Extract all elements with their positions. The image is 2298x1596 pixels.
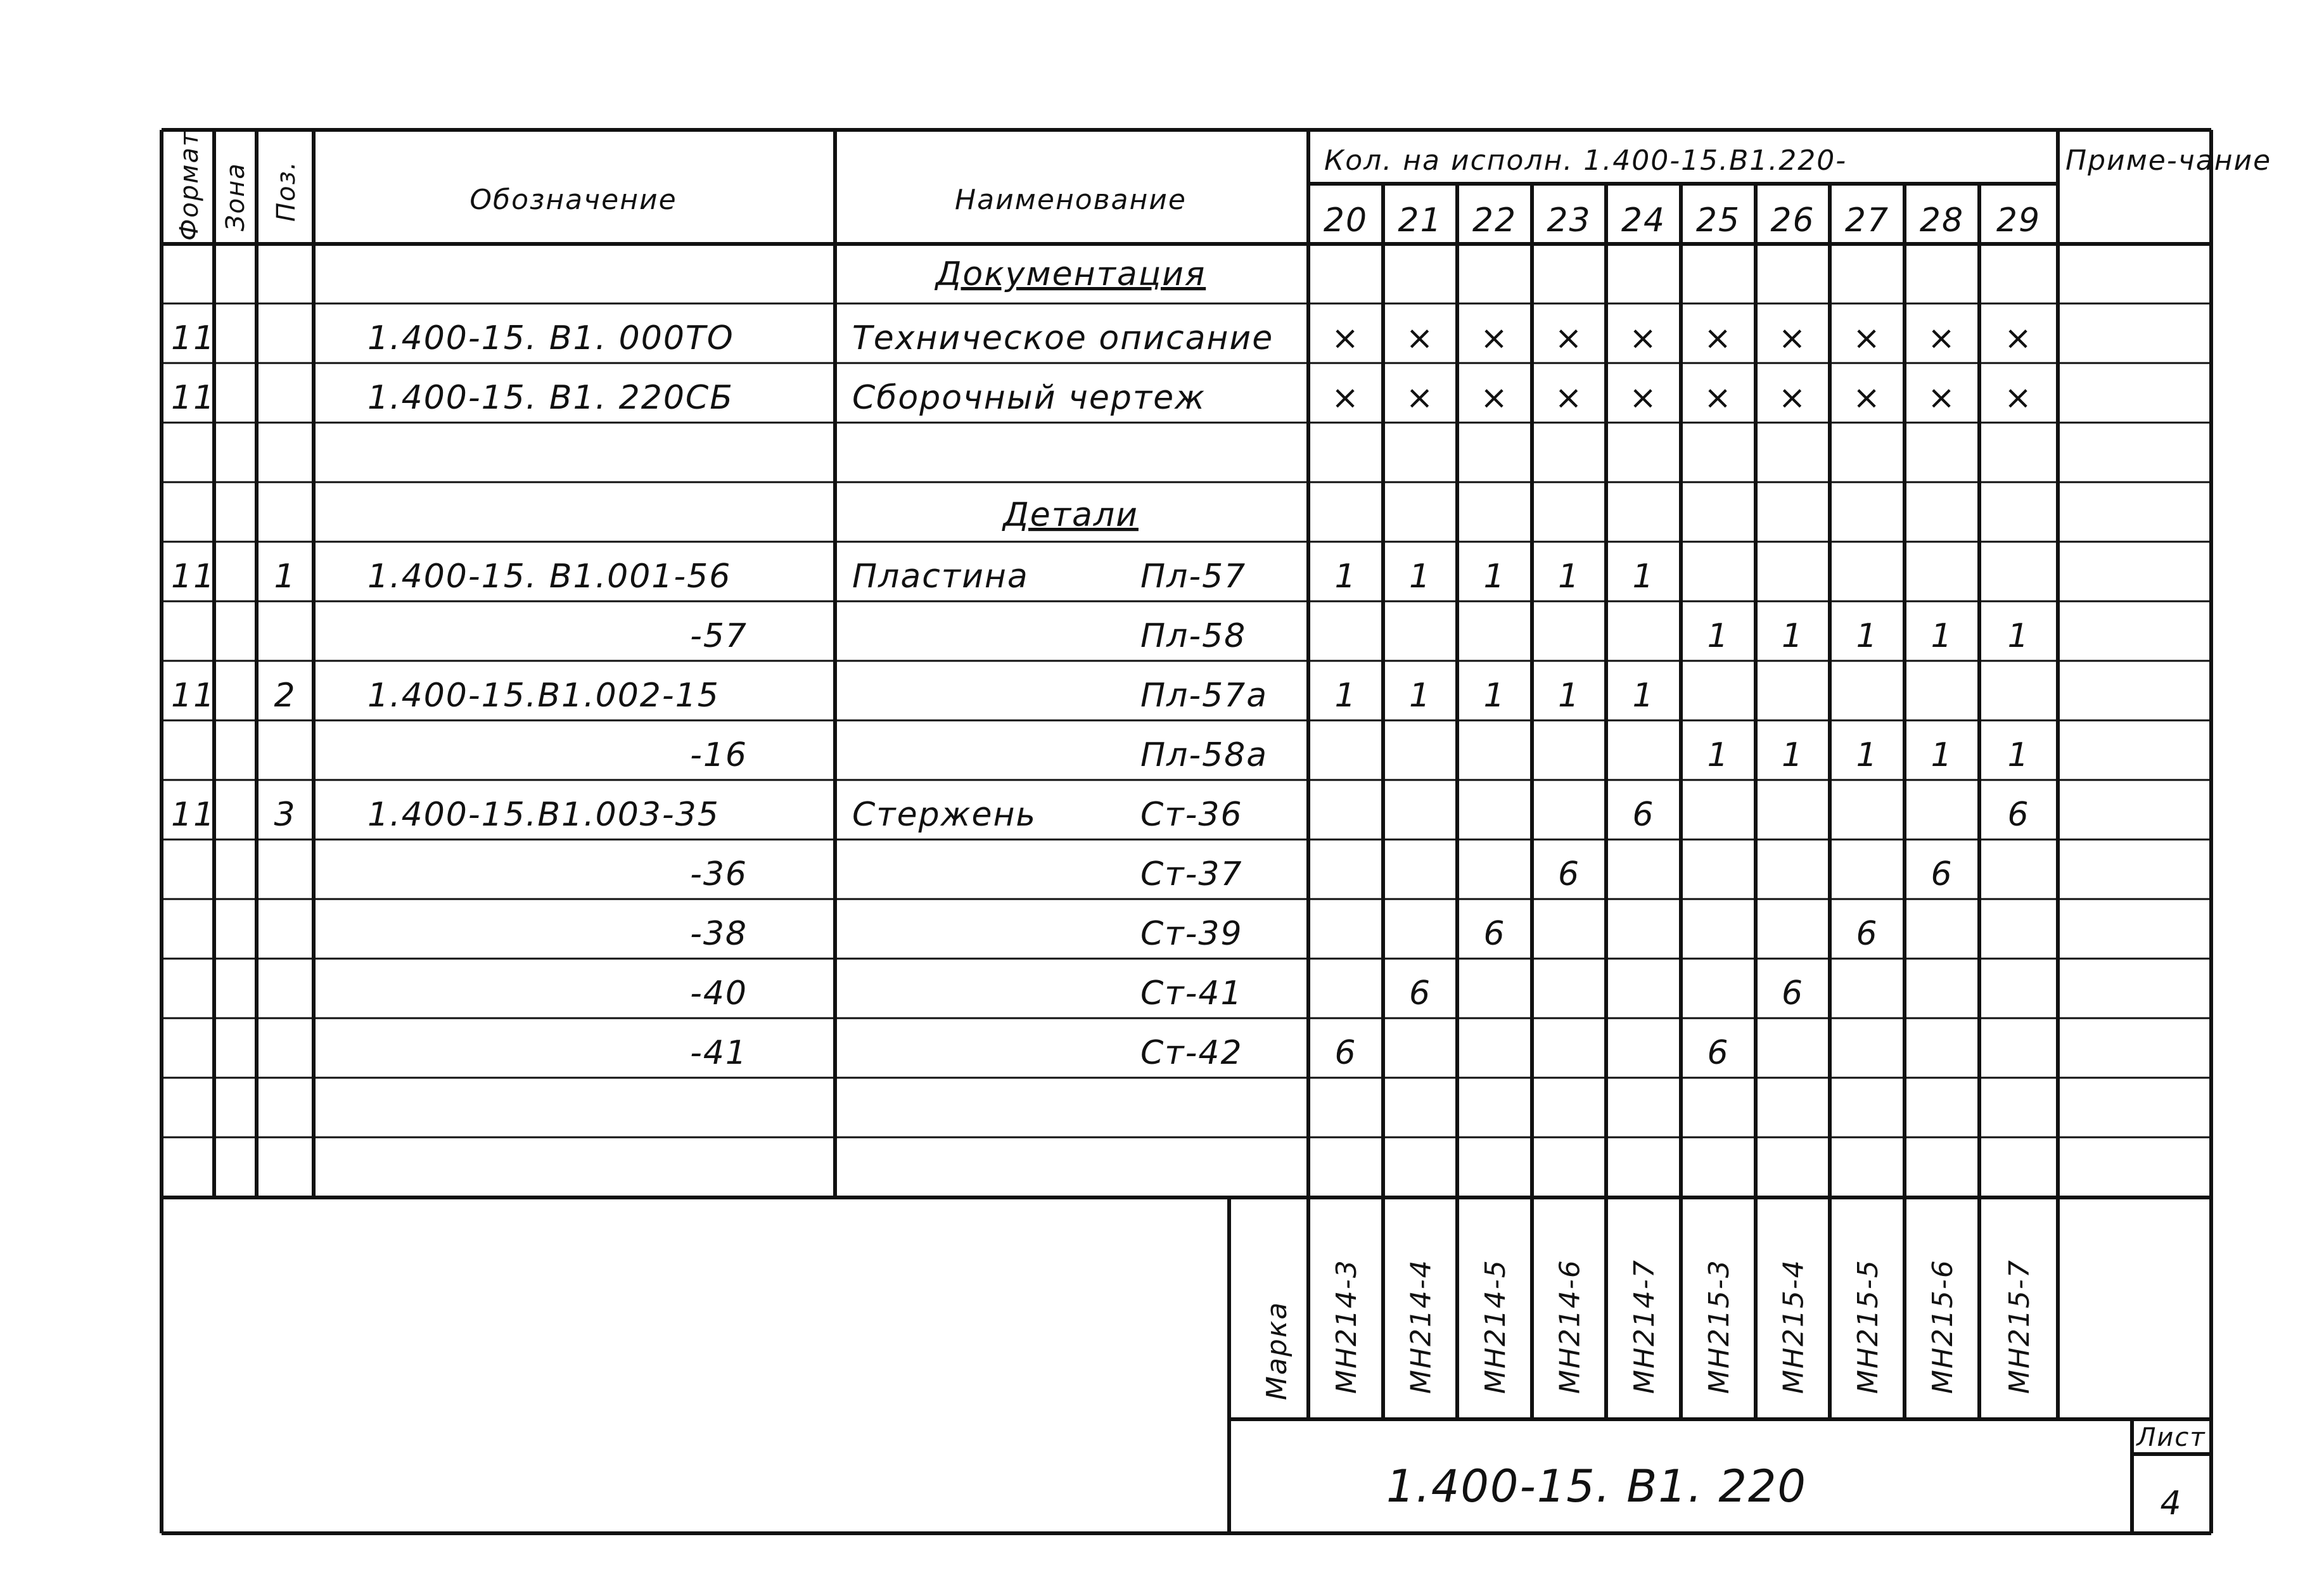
mark-label: МН215-5: [1852, 1259, 1884, 1394]
quantity-cell: 1: [1856, 736, 1879, 774]
designation-cell: -57: [690, 617, 748, 655]
quantity-cell: ×: [1629, 379, 1658, 417]
quantity-cell: ×: [1629, 319, 1658, 357]
mark-label: МН215-6: [1927, 1259, 1959, 1394]
designation-cell: 1.400-15. В1. 220СБ: [367, 379, 734, 417]
quantity-cell: 1: [1931, 736, 1953, 774]
variant-header: 27: [1844, 201, 1890, 239]
quantity-cell: 6: [1931, 855, 1953, 893]
quantity-cell: ×: [1405, 319, 1435, 357]
quantity-cell: 1: [1483, 558, 1506, 596]
variant-header: 20: [1323, 201, 1369, 239]
header-name: Наименование: [955, 184, 1187, 216]
format-cell: 11: [171, 319, 216, 357]
format-cell: 11: [171, 379, 216, 417]
designation-cell: -36: [690, 855, 748, 893]
quantity-cell: 1: [1632, 677, 1655, 715]
table-row: [171, 677, 1655, 715]
designation-cell: -38: [690, 915, 748, 953]
quantity-cell: ×: [1927, 379, 1956, 417]
quantity-cell: 6: [1408, 974, 1432, 1012]
quantity-cell: ×: [1704, 379, 1733, 417]
name-cell: Пластина: [852, 558, 1029, 596]
mark-label: МН214-3: [1331, 1259, 1363, 1394]
table-row: [690, 915, 1878, 953]
quantity-cell: ×: [1480, 379, 1509, 417]
quantity-cell: 6: [1781, 974, 1804, 1012]
quantity-cell: 1: [2007, 736, 2030, 774]
mark-cell: Ст-42: [1140, 1034, 1243, 1072]
designation-cell: 1.400-15.В1.003-35: [367, 796, 720, 834]
variant-header: 23: [1547, 201, 1592, 239]
quantity-cell: ×: [1853, 319, 1882, 357]
mark-cell: Пл-57а: [1140, 677, 1268, 715]
mark-label: МН215-3: [1703, 1259, 1735, 1394]
quantity-cell: 6: [1707, 1034, 1730, 1072]
mark-label: МН214-6: [1554, 1259, 1586, 1394]
quantity-cell: 6: [1334, 1034, 1357, 1072]
quantity-cell: ×: [1480, 319, 1509, 357]
quantity-cell: ×: [1704, 319, 1733, 357]
doc-number: 1.400-15. В1. 220: [1386, 1460, 1807, 1512]
mark-cell: Ст-39: [1140, 915, 1243, 953]
quantity-cell: 1: [1334, 558, 1357, 596]
position-cell: 2: [274, 677, 297, 715]
designation-cell: 1.400-15. В1.001-56: [367, 558, 732, 596]
table-row: [171, 796, 2030, 834]
sheet-number: 4: [2160, 1484, 2183, 1523]
quantity-cell: 1: [1856, 617, 1879, 655]
position-cell: 1: [274, 558, 297, 596]
table-row: [171, 319, 2033, 357]
quantity-cell: ×: [1331, 319, 1360, 357]
section-documentation: Документация: [935, 255, 1206, 293]
section-details: Детали: [1003, 496, 1139, 534]
name-cell: Стержень: [852, 796, 1037, 834]
quantity-cell: 1: [1557, 677, 1581, 715]
header-pos: Поз.: [272, 160, 301, 222]
variant-header: 22: [1472, 201, 1517, 239]
quantity-cell: ×: [1853, 379, 1882, 417]
header-designation: Обозначение: [469, 184, 677, 216]
quantity-cell: 1: [1483, 677, 1506, 715]
header-qty-label: Кол. на исполн. 1.400-15.В1.220-: [1324, 144, 1848, 177]
quantity-cell: 6: [1557, 855, 1581, 893]
mark-cell: Ст-41: [1140, 974, 1243, 1012]
designation-cell: -41: [690, 1034, 748, 1072]
variant-header: 29: [1996, 201, 2041, 239]
quantity-cell: 1: [1632, 558, 1655, 596]
footer-marks: [1331, 1259, 2036, 1394]
variant-header: 21: [1398, 201, 1443, 239]
table-row: [690, 974, 1804, 1012]
header-zone: Зона: [221, 162, 250, 231]
quantity-cell: 1: [1334, 677, 1357, 715]
quantity-cell: 6: [1856, 915, 1879, 953]
mark-cell: Пл-58а: [1140, 736, 1268, 774]
mark-cell: Пл-58: [1140, 617, 1247, 655]
format-cell: 11: [171, 677, 216, 715]
header-note: Приме-чание: [2065, 144, 2272, 177]
quantity-cell: 6: [1483, 915, 1506, 953]
quantity-cell: 1: [1557, 558, 1581, 596]
position-cell: 3: [274, 796, 297, 834]
mark-label: МН214-5: [1479, 1259, 1512, 1394]
designation-cell: 1.400-15.В1.002-15: [367, 677, 720, 715]
mark-cell: Ст-37: [1140, 855, 1243, 893]
variant-header: 26: [1770, 201, 1815, 239]
variant-header: 24: [1621, 201, 1666, 239]
table-row: [690, 855, 1953, 893]
quantity-cell: ×: [1405, 379, 1435, 417]
designation-cell: 1.400-15. В1. 000ТО: [367, 319, 734, 357]
designation-cell: -40: [690, 974, 748, 1012]
quantity-cell: ×: [1331, 379, 1360, 417]
table-row: [171, 558, 1655, 596]
sheet-label: Лист: [2136, 1423, 2206, 1452]
quantity-cell: ×: [2004, 379, 2033, 417]
format-cell: 11: [171, 796, 216, 834]
quantity-cell: 1: [1707, 617, 1730, 655]
quantity-cell: 1: [1931, 617, 1953, 655]
quantity-cell: ×: [1554, 379, 1584, 417]
name-cell: Техническое описание: [852, 319, 1274, 357]
mark-cell: Пл-57: [1140, 558, 1247, 596]
designation-cell: -16: [690, 736, 748, 774]
quantity-cell: 6: [2007, 796, 2030, 834]
quantity-cell: ×: [2004, 319, 2033, 357]
name-cell: Сборочный чертеж: [852, 379, 1206, 417]
quantity-cell: ×: [1554, 319, 1584, 357]
quantity-cell: 1: [1781, 736, 1804, 774]
table-row: [690, 1034, 1729, 1072]
table-row: [171, 379, 2033, 417]
quantity-cell: 1: [1408, 677, 1432, 715]
format-cell: 11: [171, 558, 216, 596]
mark-cell: Ст-36: [1140, 796, 1243, 834]
variant-header: 28: [1919, 201, 1965, 239]
footer-marka-label: Марка: [1261, 1301, 1293, 1400]
quantity-cell: 1: [1781, 617, 1804, 655]
variant-header: 25: [1695, 201, 1741, 239]
quantity-cell: 1: [1408, 558, 1432, 596]
quantity-cell: 6: [1632, 796, 1655, 834]
mark-label: МН214-4: [1405, 1259, 1438, 1394]
quantity-cell: 1: [1707, 736, 1730, 774]
quantity-cell: ×: [1927, 319, 1956, 357]
mark-label: МН215-4: [1777, 1259, 1810, 1394]
quantity-cell: ×: [1778, 379, 1808, 417]
mark-label: МН215-7: [2003, 1259, 2036, 1394]
quantity-cell: ×: [1778, 319, 1808, 357]
mark-label: МН214-7: [1628, 1259, 1661, 1394]
quantity-cell: 1: [2007, 617, 2030, 655]
header-format: Формат: [175, 130, 204, 241]
